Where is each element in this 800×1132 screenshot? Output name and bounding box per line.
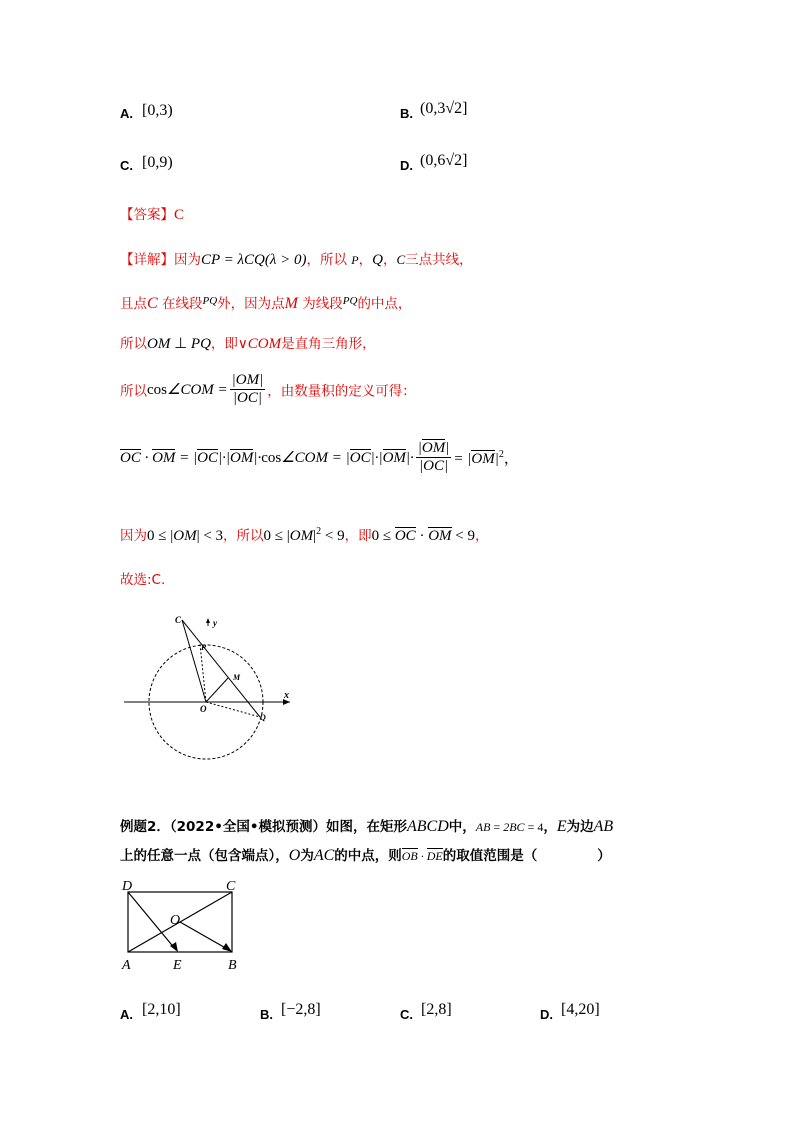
segment-oq	[206, 702, 260, 717]
detail-text: 的中点，	[357, 296, 412, 312]
q2-option-b-value: [−2,8]	[281, 1001, 321, 1018]
q2-option-c-value: [2,8]	[421, 1001, 452, 1018]
segment-om	[206, 678, 228, 702]
vector-de	[128, 892, 176, 950]
label-p: P	[201, 643, 206, 652]
circle-figure	[120, 610, 310, 770]
vector-ob	[180, 922, 229, 950]
example2-text: 为	[300, 848, 314, 864]
detail-text: 因为	[120, 528, 147, 544]
label-x: x	[284, 690, 289, 701]
detail-text: ，由数量积的定义可得：	[267, 383, 416, 400]
q2-option-d-value: [4,20]	[561, 1001, 600, 1018]
detail-tag: 【详解】	[120, 252, 174, 268]
option-a-value: [0,3)	[142, 102, 173, 119]
label-e: E	[173, 958, 182, 972]
q2-option-c-label: C.	[400, 1007, 413, 1022]
example2-line2: 上的任意一点（包含端点），O为AC的中点，则OB · DE的取值范围是（ ）	[120, 847, 611, 864]
detail-line-4: 所以cos∠COM = $\frac{|OM|}{|OC|}$ ，由数量积的定义可得：	[120, 372, 416, 406]
example2-text: ）	[597, 848, 611, 864]
detail-text: 且点	[120, 296, 147, 312]
example2-text: ，	[543, 819, 557, 835]
detail-text: 所以	[120, 383, 147, 400]
label-y: y	[213, 618, 217, 628]
option-b-label: B.	[400, 106, 413, 121]
detail-line-3: 所以OM ⊥ PQ，即∨COM是直角三角形，	[120, 336, 376, 352]
arrow-ob	[222, 943, 232, 952]
detail-text: 是直角三角形，	[281, 336, 376, 352]
rectangle-figure	[118, 880, 248, 972]
detail-text: ，所以	[306, 252, 347, 268]
detail-text: ，即	[344, 528, 372, 544]
label-o: O	[200, 704, 207, 714]
conclusion: 故选:C.	[120, 572, 166, 588]
detail-text: 因为	[174, 252, 201, 268]
option-d-value: (0,6√2]	[420, 152, 468, 169]
detail-text: 所以	[120, 336, 147, 352]
answer-tag: 【答案】	[120, 207, 174, 223]
detail-text: 外，因为点	[217, 296, 285, 312]
q2-option-a-label: A.	[120, 1007, 133, 1022]
answer-line	[120, 203, 184, 224]
vector-relation: CP = λCQ(λ > 0)	[201, 252, 307, 268]
label-c: C	[175, 615, 182, 625]
example2-line1: 例题2．（2022•全国•模拟预测）如图，在矩形ABCD中，AB = 2BC = 4，E为边AB	[120, 818, 614, 835]
label-m: M	[233, 673, 241, 682]
example2-text: 的中点，则	[334, 848, 402, 864]
y-arrow-head	[206, 618, 210, 623]
example2-text: 的取值范围是（	[442, 848, 538, 864]
detail-line-1: 【详解】因为CP = λCQ(λ > 0)，所以 P，Q，C三点共线，	[120, 252, 473, 268]
detail-text: 在线段	[161, 296, 203, 312]
option-c-value: [0,9)	[142, 154, 173, 171]
example2-text: 上的任意一点（包含端点），	[120, 848, 289, 864]
detail-line-6: 因为0 ≤ |OM| < 3，所以$0 \le |OM|^2 < 9$，即0 ≤ OC · OM < 9，	[120, 526, 489, 544]
segment-co	[182, 620, 206, 702]
q2-option-b-label: B.	[260, 1007, 273, 1022]
option-b-value: (0,3√2]	[420, 100, 468, 117]
label-d: D	[122, 880, 133, 894]
label-b: B	[228, 958, 237, 972]
label-a: A	[122, 958, 131, 972]
example2-title: 例题2．（2022•全国•模拟预测）如图，在矩形	[120, 819, 407, 835]
option-a-label: A.	[120, 106, 133, 121]
q2-option-d-label: D.	[540, 1007, 553, 1022]
q2-option-a-value: [2,10]	[142, 1001, 181, 1018]
answer-value: C	[174, 207, 185, 223]
example2-text: 为边	[566, 819, 594, 835]
detail-text: 三点共线，	[405, 252, 473, 268]
option-d-label: D.	[400, 158, 413, 173]
detail-text: ，即∨	[210, 336, 248, 352]
option-c-label: C.	[120, 158, 133, 173]
label-o: O	[170, 913, 181, 928]
label-q: Q	[260, 713, 266, 722]
detail-text: ，所以	[223, 528, 264, 544]
dot-product-formula: OC · OM = |OC|·|OM|·cos∠COM = |OC|·|OM|· $\frac{|OM|}{|OC|}$ = $|OM|^2$，	[120, 440, 519, 474]
label-c: C	[226, 880, 236, 894]
detail-line-2: 且点C 在线段$^{PQ}$外，因为点M 为线段$^{PQ}$的中点，	[120, 295, 412, 312]
detail-text: 为线段	[302, 296, 343, 312]
example2-text: 中，	[448, 819, 476, 835]
